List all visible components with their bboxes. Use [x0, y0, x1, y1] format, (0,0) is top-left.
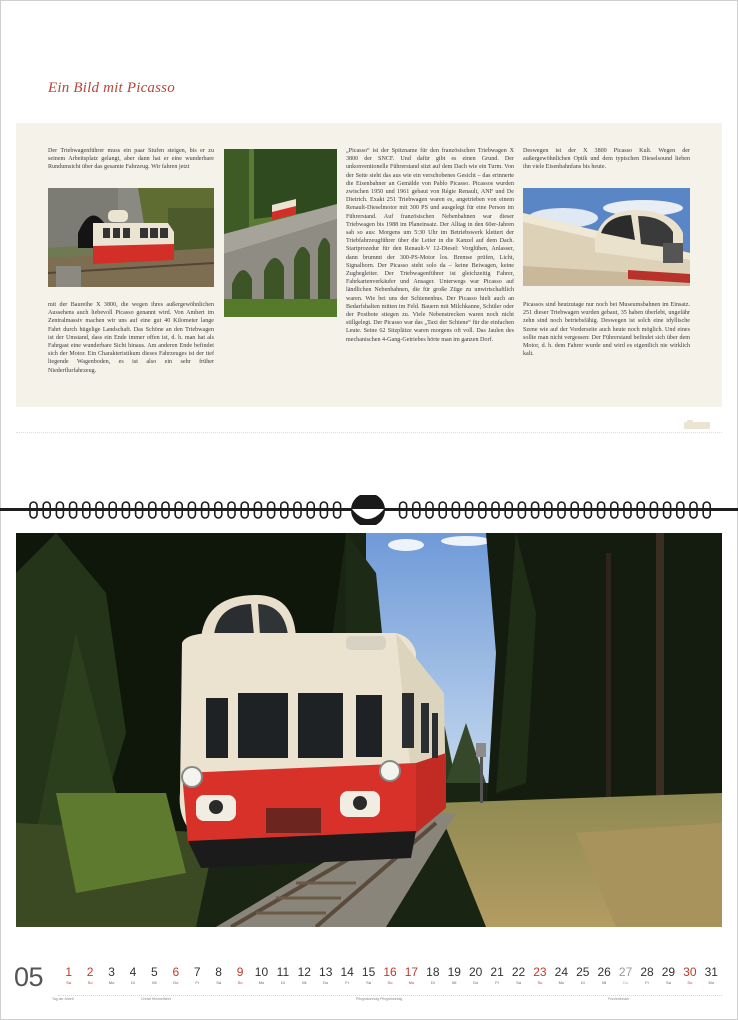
- paragraph: Der Triebwagenführer muss ein paar Stufen steigen, bis er zu seinem Arbeitsplatz gelangt, aber dann hat er eine wunderbare Rundumsicht über das gesamte Fahrzeug. Wir fahren jetzt: [48, 148, 214, 171]
- weekday-label: Mo: [408, 980, 415, 985]
- day-number: 12: [297, 965, 311, 979]
- article-panel: [16, 123, 722, 407]
- weekday-label: Sa: [66, 980, 72, 985]
- main-photo: [16, 533, 722, 927]
- calendar-day: [573, 965, 593, 986]
- divider: [16, 432, 722, 433]
- day-number: 13: [319, 965, 333, 979]
- day-number: 14: [340, 965, 354, 979]
- weekday-label: Mi: [302, 980, 307, 985]
- weekday-label: So: [687, 980, 693, 985]
- calendar-day: [144, 965, 164, 986]
- calendar-day: [380, 965, 400, 986]
- holiday-note: Pfingstmontag: [380, 997, 403, 1001]
- weekday-label: Fr: [495, 980, 499, 985]
- weekday-label: Mo: [708, 980, 715, 985]
- weekday-label: Do: [323, 980, 329, 985]
- paragraph: Picassos sind heutzutage nur noch bei Museumsbahnen im Einsatz. 251 dieser Triebwagen wurden gebaut, 35 haben überlebt, ungefähr zehn sind noch betriebsfähig. Deswegen ist solch eine idyllische Szene wie auf der Vorderseite auch heute noch möglich. Und eines sollte man nicht vergessen: Der Führerstand befindet sich über dem Motor, d. h. dem Fahrer wurde und wird es eigentlich nie wirklich kalt.: [523, 302, 690, 358]
- month-number: 05: [14, 962, 44, 992]
- holiday-note: Fronleichnam: [608, 997, 630, 1001]
- day-number: 28: [640, 965, 654, 979]
- weekday-label: Sa: [516, 980, 521, 985]
- day-number: 23: [533, 965, 547, 979]
- paragraph: „Picasso“ ist der Spitzname für den französischen Triebwagen X 3800 der SNCF. Und dafür gibt es einen Grund. Der unkonventionelle Führerstand sitzt auf dem Dach wie ein Turm. Von der Seite sieht das aus wie ein verschobenes Gesicht – das erinnerte die Eisenbahner an Gemälde von Pablo Picasso. Picassos wurden zwischen 1950 und 1961 gebaut von Régie Renault, ANF und De Dietrich. Exakt 251 Triebwagen waren es, angetrieben von einem Renault-Dieselmotor mit 300 PS und ausgelegt für eine Person im Führerstand. Auf französischen Nebenbahnen war dieser Triebwagen bis 1988 im Planeinsatz. Der Alltag in den 60er-Jahren sah so aus: Morgens um 5:30 Uhr im Betriebswerk klettert der Triebfahrzeugführer über die Leiter in die Kanzel auf dem Dach. Startprozedur für den Renault-V 12-Diesel: Vorglühen, Anlasser, dann brummt der 300-PS-Motor los. Bremse prüfen, Licht, Signalhorn. Der Picasso steht solo da – keine Beiwagen, keine Zugbegleiter. Der Triebwagenführer ist gleichzeitig Fahrer, Fahrkartenverkäufer und Ansager. Unterwegs war Picasso auf ländlichen Nebenbahnen, die für große Züge zu unwirtschaftlich waren. Wie bei uns der Schienenbus. Der Picasso hielt auch an Bedarfshalten mitten im Feld. Bauern mit Milchkanne, Schüler oder der Postbote stiegen zu. Viele Nebenstrecken waren noch nicht stillgelegt. Der Picasso war das „Taxi der Schiene“ für die einfachen Leute. Seine 62 Sitzplätze waren morgens oft voll. Das Jaulen des mechanischen 4-Gang-Getriebes hörte man im ganzen Dorf.: [346, 148, 514, 343]
- weekday-label: Sa: [216, 980, 222, 985]
- day-number: 25: [576, 965, 590, 979]
- column-3: [346, 147, 514, 344]
- calendar-day: [701, 965, 721, 986]
- calendar-day: [401, 965, 421, 986]
- weekday-label: Sa: [665, 980, 671, 985]
- calendar-day: [637, 965, 657, 986]
- calendar-day: [294, 965, 314, 986]
- weekday-label: Mi: [452, 980, 457, 985]
- calendar-day: [209, 965, 229, 986]
- weekday-label: So: [237, 980, 243, 985]
- calendar-day: [80, 965, 100, 986]
- calendar-day: [187, 965, 207, 986]
- weekday-label: Do: [473, 980, 479, 985]
- publisher-mark: [684, 420, 710, 430]
- weekday-label: Do: [623, 980, 629, 985]
- day-number: 20: [468, 965, 483, 979]
- day-number: 27: [618, 965, 633, 979]
- cab-closeup-image: [523, 188, 690, 286]
- weekday-label: Di: [430, 980, 435, 985]
- calendar-day: [594, 965, 614, 986]
- weekday-label: Mo: [108, 980, 115, 985]
- weekday-label: Di: [131, 980, 135, 985]
- day-number: 2: [86, 965, 94, 979]
- calendar-day: [509, 965, 529, 986]
- calendar-day: [230, 965, 250, 986]
- day-number: 29: [661, 965, 676, 979]
- holiday-notes: [14, 997, 722, 1005]
- day-number: 1: [65, 965, 73, 979]
- calendar-day: [166, 965, 186, 986]
- holiday-note: Christi Himmelfahrt: [141, 997, 171, 1001]
- weekday-label: Do: [173, 980, 179, 985]
- day-number: 9: [236, 965, 244, 979]
- day-number: 16: [383, 965, 397, 979]
- calendar-day: [123, 965, 143, 986]
- weekday-label: Mi: [152, 980, 157, 985]
- day-number: 21: [490, 965, 504, 979]
- calendar-strip: [14, 960, 722, 1010]
- calendar-day: [316, 965, 336, 986]
- calendar-day: [487, 965, 507, 986]
- calendar-day: [444, 965, 464, 986]
- article-title: Ein Bild mit Picasso: [48, 80, 175, 96]
- calendar-day: [680, 965, 700, 986]
- day-number: 4: [129, 965, 137, 979]
- day-number: 22: [511, 965, 526, 979]
- day-number: 26: [597, 965, 611, 979]
- calendar-day: [551, 965, 571, 986]
- photo-viaduct: [224, 149, 337, 317]
- photo-cab: [523, 188, 690, 286]
- weekday-label: So: [537, 980, 543, 985]
- weekday-label: Sa: [366, 980, 372, 985]
- weekday-label: Fr: [195, 980, 200, 985]
- paragraph: Deswegen ist der X 3800 Picasso Kult. Wegen der außergewöhnlichen Optik und dem typischen Dieselsound lieben ihn viele Eisenbahnfans bis heute.: [523, 148, 690, 171]
- paragraph: mit der Baureihe X 3800, die wegen ihres außergewöhnlichen Aussehens auch liebevoll Picasso genannt wird. Von Ambert im Zentralmassiv machen wir uns auf eine gut 40 Kilometer lange Fahrt durch hügelige Landschaft. Das Schöne an den Triebwagen ist der Umstand, dass ein Ende immer offen ist, d. h. man hat als Fahrgast eine wunderbare Sicht hinaus. Am anderen Ende befindet sich der Motor. Ein Charakteristikum dieses Fahrzeuges ist der tief liegende Wagenboden, es ist also ein sehr früher Niederflurfahrzeug.: [48, 302, 214, 374]
- day-number: 3: [108, 965, 115, 979]
- day-number: 19: [447, 965, 461, 979]
- spiral-binding: [0, 495, 738, 525]
- day-number: 11: [276, 965, 290, 979]
- calendar-day: [359, 965, 379, 986]
- weekday-label: Mo: [558, 980, 565, 985]
- column-4-bottom: [523, 301, 690, 358]
- weekday-label: Fr: [645, 980, 649, 985]
- column-1-top: [48, 147, 214, 172]
- day-number: 17: [404, 965, 419, 979]
- weekday-label: So: [387, 980, 393, 985]
- day-number: 10: [254, 965, 269, 979]
- calendar-day: [616, 965, 636, 986]
- holiday-note: Pfingstsonntag: [356, 997, 380, 1001]
- publisher-logo-icon: [684, 420, 710, 430]
- railcar-tunnel-image: [48, 188, 214, 287]
- picasso-railcar-forest-image: [16, 533, 722, 927]
- calendar-day: [59, 965, 79, 986]
- column-1-bottom: [48, 301, 214, 375]
- calendar-day: [102, 965, 122, 986]
- calendar-baseline: [58, 995, 722, 996]
- day-number: 6: [172, 965, 180, 979]
- weekday-label: Di: [580, 980, 585, 985]
- calendar-day: [423, 965, 443, 986]
- weekday-label: Fr: [345, 980, 350, 985]
- calendar-day: [658, 965, 678, 986]
- day-number: 5: [151, 965, 158, 979]
- calendar-day: [251, 965, 271, 986]
- day-number: 30: [683, 965, 697, 979]
- day-number: 18: [426, 965, 440, 979]
- calendar-day: [530, 965, 550, 986]
- day-number: 15: [361, 965, 376, 979]
- viaduct-image: [224, 149, 337, 317]
- spiral-binding-graphic: [0, 495, 738, 525]
- weekday-label: Mi: [602, 980, 607, 985]
- weekday-label: So: [87, 980, 93, 985]
- calendar-day: [273, 965, 293, 986]
- calendar-day: [337, 965, 357, 986]
- holiday-note: Tag der Arbeit: [52, 997, 74, 1001]
- day-number: 24: [554, 965, 569, 979]
- day-number: 7: [193, 965, 201, 979]
- day-number: 8: [215, 965, 222, 979]
- calendar-day: [466, 965, 486, 986]
- column-4-top: [523, 147, 690, 172]
- day-number: 31: [704, 965, 718, 979]
- weekday-label: Mo: [258, 980, 265, 985]
- photo-tunnel: [48, 188, 214, 287]
- weekday-label: Di: [281, 980, 285, 985]
